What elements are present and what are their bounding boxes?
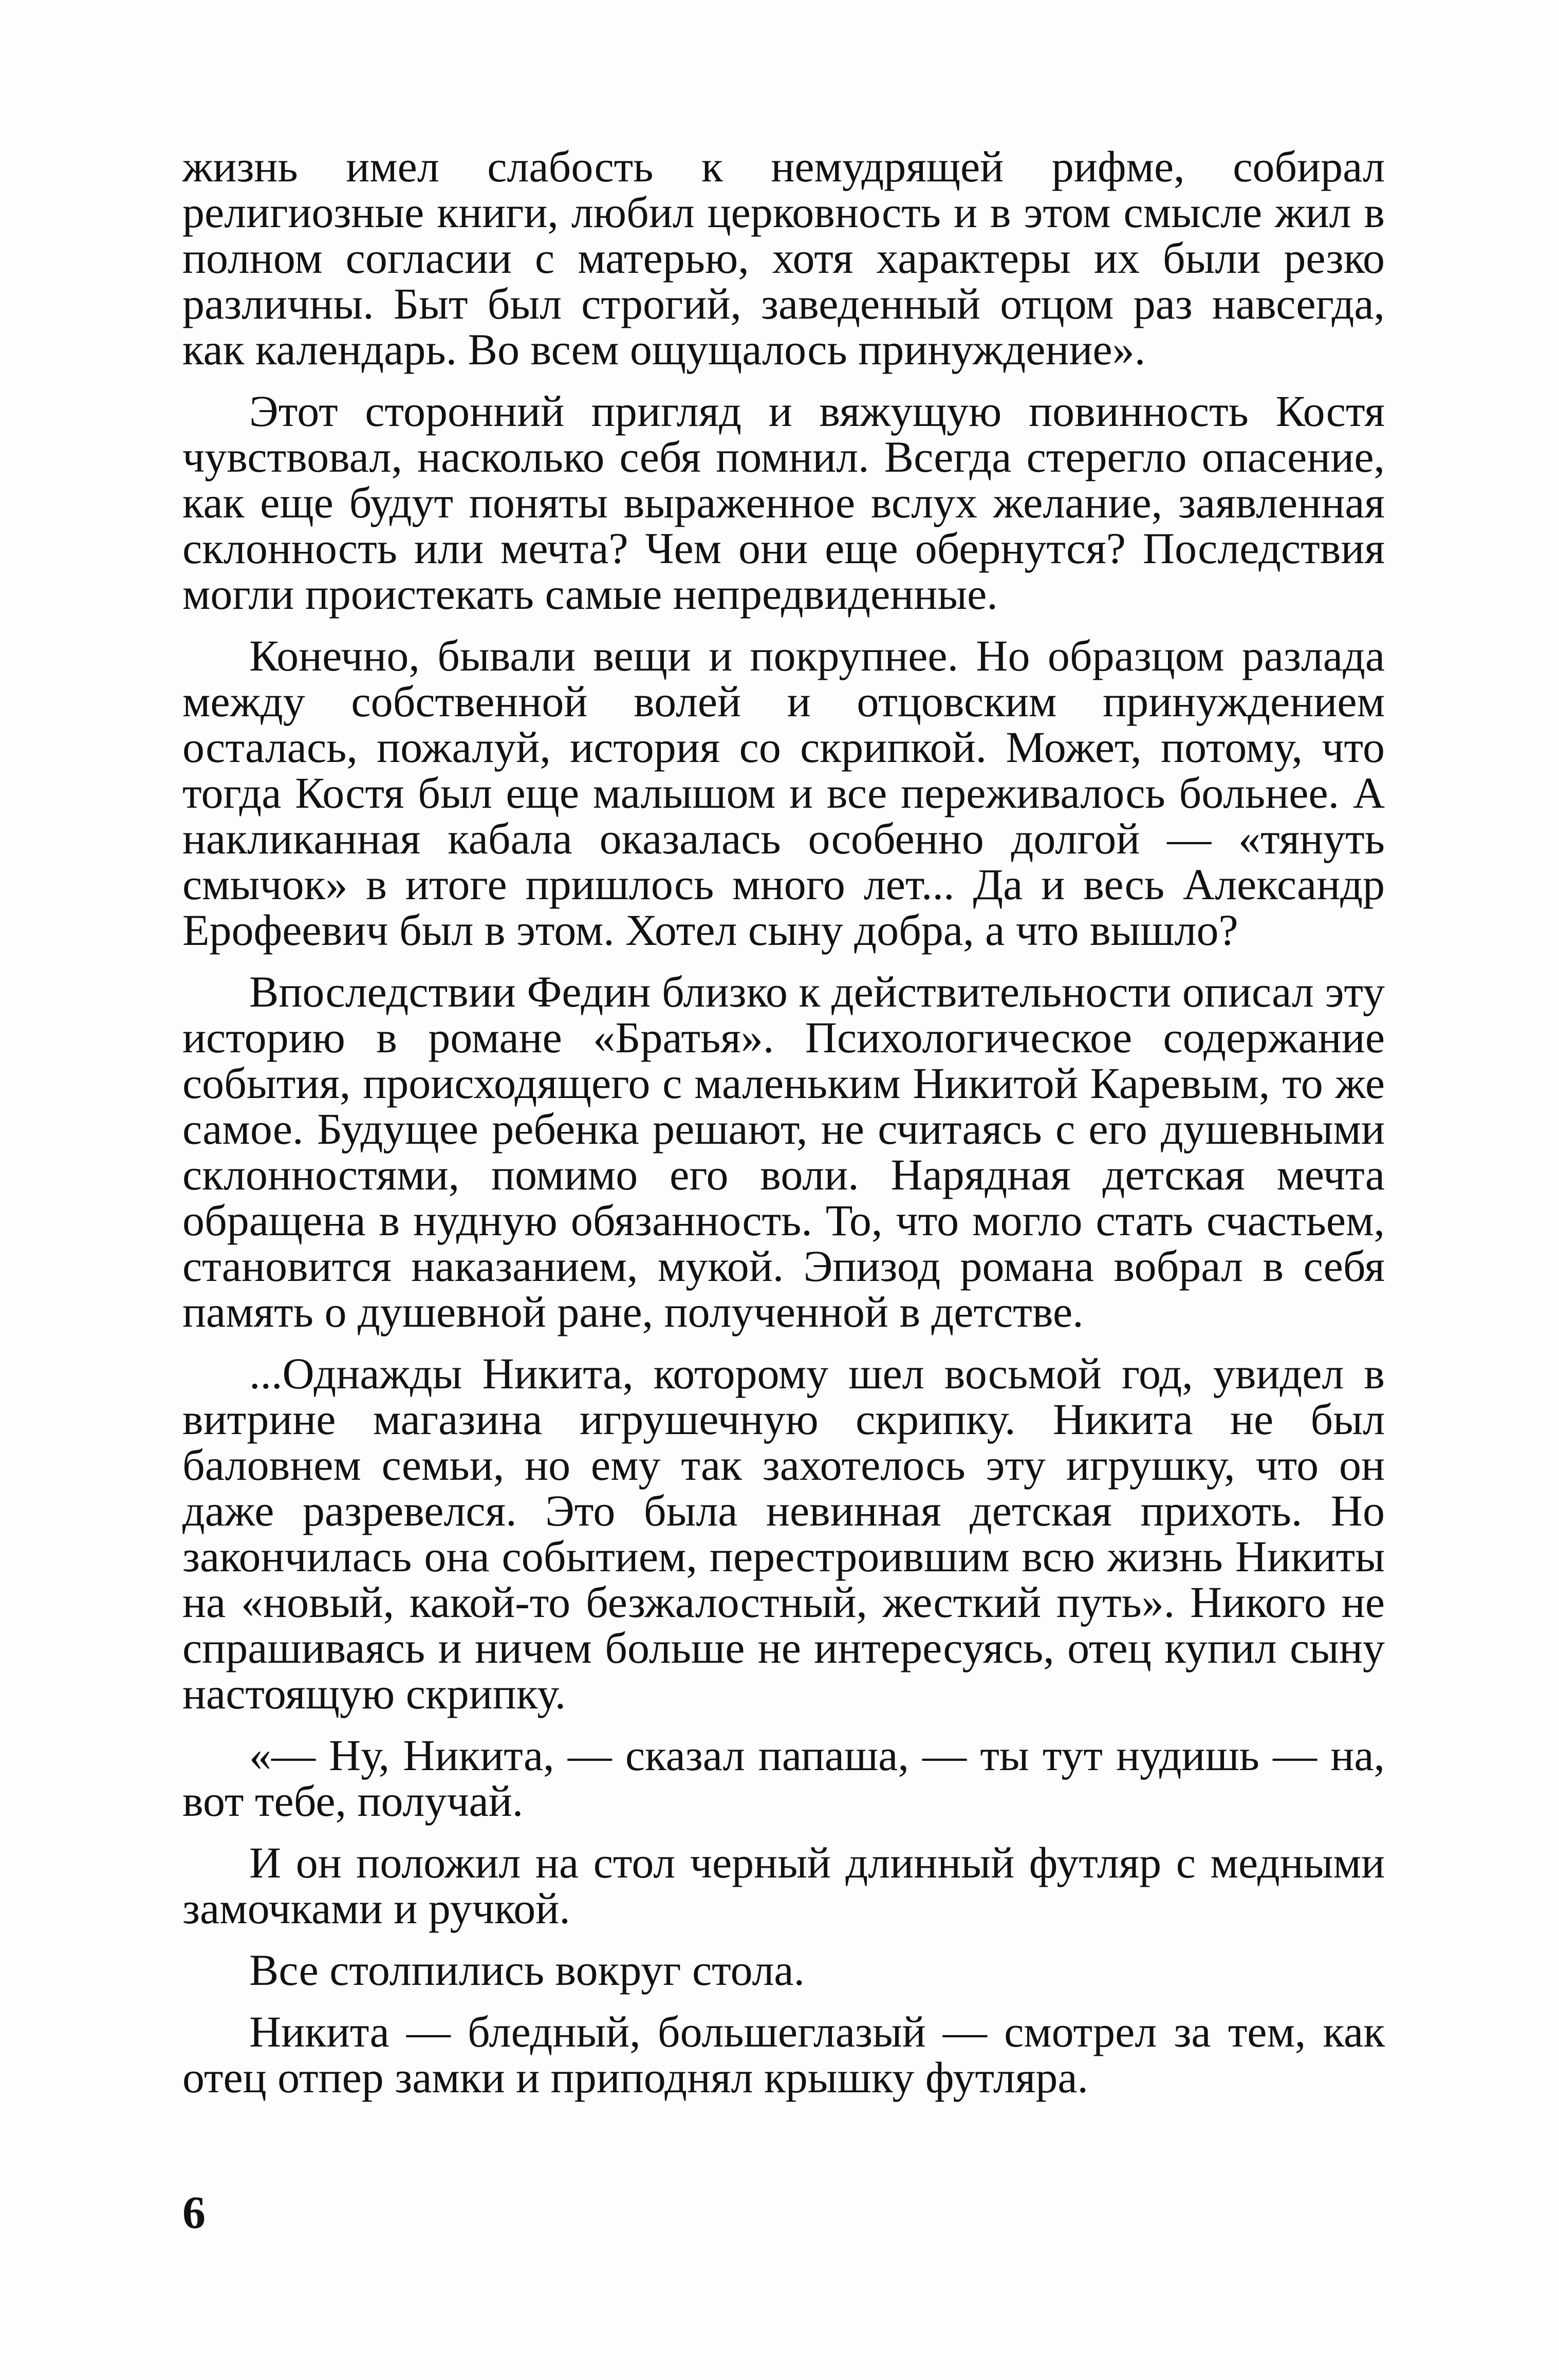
paragraph-9: Никита — бледный, большеглазый — смотрел за тем, как отец отпер замки и приподнял крышку футляра. <box>182 2007 1385 2102</box>
paragraph-1: жизнь имел слабость к немудрящей рифме, собирал религиозные книги, любил церковность и в этом смысле жил в полном согласии с матерью, хотя характеры их были резко различны. Быт был строгий, заведенный отцом раз навсегда, как календарь. Во всем ощущалось принуждение». <box>182 142 1385 374</box>
paragraph-5: ...Однажды Никита, которому шел восьмой год, увидел в витрине магазина игрушечную скрипку. Никита не был баловнем семьи, но ему так захотелось эту игрушку, что он даже разревелся. Это была невинная детская прихоть. Но закончилась она событием, перестроившим всю жизнь Никиты на «новый, какой-то безжалостный, жесткий путь». Никого не спрашиваясь и ничем больше не интересуясь, отец купил сыну настоящую скрипку. <box>182 1349 1385 1718</box>
body-text <box>182 144 1385 2116</box>
page-number: 6 <box>182 2187 206 2238</box>
paragraph-3: Конечно, бывали вещи и покрупнее. Но образцом разлада между собственной волей и отцовским принуждением осталась, пожалуй, история со скрипкой. Может, потому, что тогда Костя был еще малышом и все переживалось больнее. А накликанная кабала оказалась особенно долгой — «тянуть смычок» в итоге пришлось много лет... Да и весь Александр Ерофеевич был в этом. Хотел сыну добра, а что вышло? <box>182 631 1385 955</box>
paragraph-8: Все столпились вокруг стола. <box>249 1945 805 1995</box>
paragraph-4: Впоследствии Федин близко к действительности описал эту историю в романе «Братья». Психологическое содержание события, происходящего с маленьким Никитой Каревым, то же самое. Будущее ребенка решают, не считаясь с его душевными склонностями, помимо его воли. Нарядная детская мечта обращена в нудную обязанность. То, что могло стать счастьем, становится наказанием, мукой. Эпизод романа вобрал в себя память о душевной ране, полученной в детстве. <box>182 967 1385 1336</box>
paragraph-7: И он положил на стол черный длинный футляр с медными замочками и ручкой. <box>182 1838 1385 1933</box>
paragraph-2: Этот сторонний пригляд и вяжущую повинность Костя чувствовал, насколько себя помнил. Всегда стерегло опасение, как еще будут поняты выраженное вслух желание, заявленная склонность или мечта? Чем они еще обернутся? Последствия могли проистекать самые непредвиденные. <box>182 386 1385 619</box>
paragraph-6: «— Ну, Никита, — сказал папаша, — ты тут нудишь — на, вот тебе, получай. <box>182 1731 1385 1826</box>
